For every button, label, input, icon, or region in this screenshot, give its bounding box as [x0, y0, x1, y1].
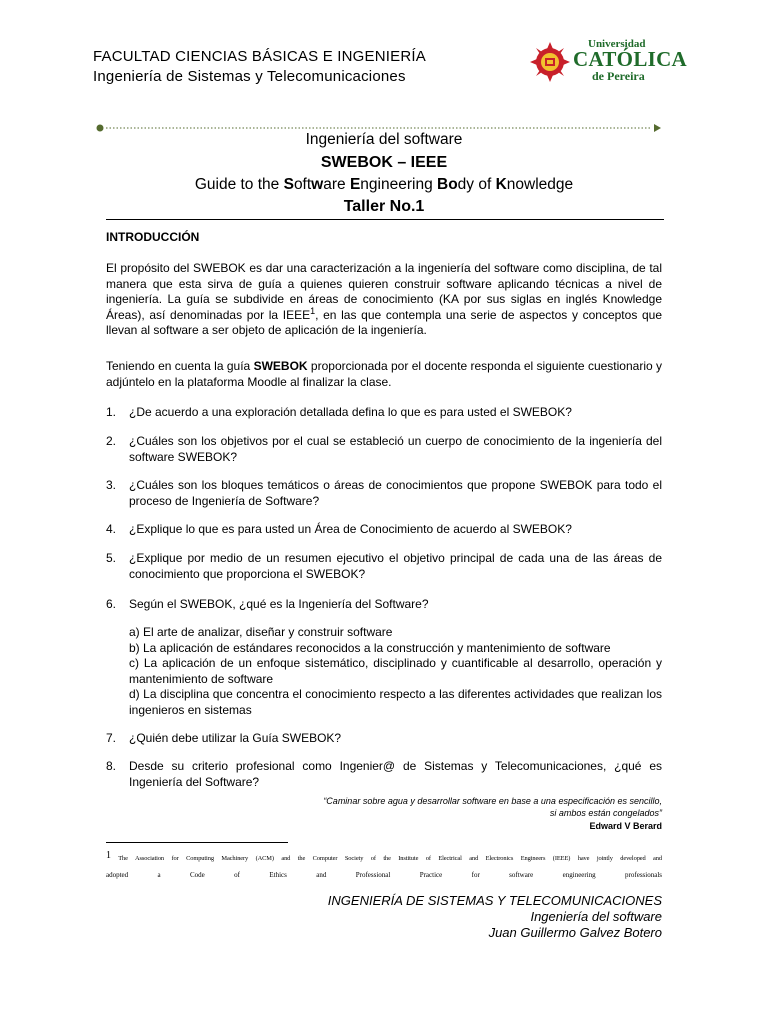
instructions-paragraph: Teniendo en cuenta la guía SWEBOK proporcionada por el docente responda el siguiente cuestionario y adjúntelo en la plataforma Moodle al finalizar la clase.	[106, 359, 663, 389]
question-item: 8. Desde su criterio profesional como Ingenier@ de Sistemas y Telecomunicaciones, ¿qué es Ingeniería del Software?	[106, 759, 662, 789]
footer	[262, 893, 662, 941]
question-item: 5. ¿Explique por medio de un resumen ejecutivo el objetivo principal de cada una de las áreas de conocimiento que proporciona el SWEBOK?	[106, 551, 662, 581]
option-a: a) El arte de analizar, diseñar y construir software	[129, 625, 393, 639]
quote-author: Edward V Berard	[589, 821, 662, 831]
logo-line-1: Universidad	[588, 38, 646, 50]
question-item: 7. ¿Quién debe utilizar la Guía SWEBOK?	[106, 731, 342, 745]
footnote-rule	[106, 842, 288, 843]
option-b: b) La aplicación de estándares reconocidos a la construcción y mantenimiento de software	[129, 640, 611, 655]
footer-program: INGENIERÍA DE SISTEMAS Y TELECOMUNICACIONES	[327, 893, 662, 908]
question-6-options	[129, 625, 662, 718]
course-title: Ingeniería del software	[305, 131, 463, 148]
title-rule	[106, 219, 664, 220]
logo-line-3: de Pereira	[592, 69, 645, 83]
university-logo	[528, 38, 688, 86]
question-item: 4. ¿Explique lo que es para usted un Área de Conocimiento de acuerdo al SWEBOK?	[106, 522, 572, 536]
faculty-name: FACULTAD CIENCIAS BÁSICAS E INGENIERÍA	[93, 48, 426, 65]
footnote-ref: 1	[310, 305, 316, 316]
guide-title: Guide to the Software Engineering Body of Knowledge	[194, 176, 574, 193]
logo-line-2: CATÓLICA	[573, 47, 688, 71]
footer-author: Juan Guillermo Galvez Botero	[488, 925, 662, 940]
subject-title: SWEBOK – IEEE	[320, 154, 448, 171]
option-d: d) La disciplina que concentra el conocimiento respecto a las diferentes actividades que realizan los ingenieros en sistemas	[129, 687, 662, 717]
intro-paragraph: El propósito del SWEBOK es dar una caracterización a la ingeniería del software como disciplina, de tal manera que esta sirva de guía a quienes quieren construir software aplicando técnicas a nivel de ingeniería. La guía se subdivide en áreas de conocimiento (KA por sus siglas en inglés Knowledge Áreas), así denominadas por la IEEE$^1$, en las que contempla una serie de aspectos y conceptos que llevan al software a ser objeto de aplicación de la ingeniería.	[106, 261, 663, 337]
university-seal-icon	[528, 40, 572, 84]
footer-course: Ingeniería del software	[530, 909, 662, 924]
question-item: 3. ¿Cuáles son los bloques temáticos o áreas de conocimientos que propone SWEBOK para todo el proceso de Ingeniería de Software?	[106, 478, 662, 508]
workshop-title: Taller No.1	[343, 198, 425, 215]
intro-heading: INTRODUCCIÓN	[106, 230, 200, 244]
question-item: 2. ¿Cuáles son los objetivos por el cual se estableció un cuerpo de conocimiento de la ingeniería del software SWEBOK?	[106, 434, 662, 464]
program-name: Ingeniería de Sistemas y Telecomunicaciones	[93, 68, 406, 85]
question-item: 1. ¿De acuerdo a una exploración detallada defina lo que es para usted el SWEBOK?	[106, 405, 572, 419]
option-c: c) La aplicación de un enfoque sistemático, disciplinado y cuantificable al desarrollo, operación y mantenimiento de software	[129, 656, 662, 686]
quote: “Caminar sobre agua y desarrollar software en base a una especificación es sencillo, si ambos están congelados”	[323, 796, 662, 818]
question-item: 6. Según el SWEBOK, ¿qué es la Ingeniería del Software?	[106, 597, 429, 611]
footnote: 1 The Association for Computing Machinery (ACM) and the Computer Society of the Institute of Electrical and Electronics Engineers (IEEE) have jointly developed and adopted a Code of Ethics and Professional Practice for software engineering professionals	[106, 850, 662, 879]
